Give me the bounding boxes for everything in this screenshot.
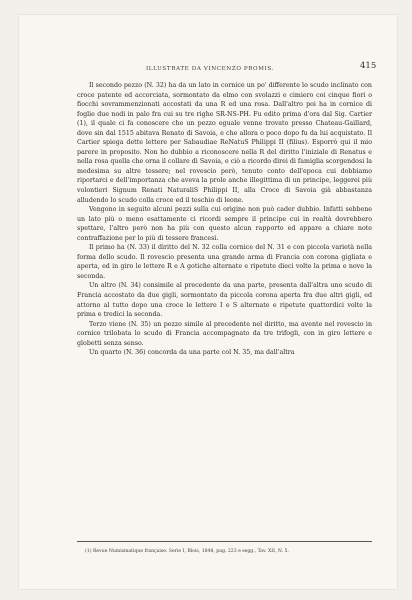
footnote-divider xyxy=(77,541,372,542)
body-text xyxy=(77,81,372,358)
footnote: (1) Revue Numismatique française. Serie I, Blois, 1848, pag. 223 e segg., Tav. XII, N. 5. xyxy=(85,549,289,554)
paragraph: Vengono in seguito alcuni pezzi sulla cui origine non può cader dubbio. Infatti sebbene un lato più o meno esattamente ci ricordi sempre il principe cui in realtà dovrebbero spettare, l'altro però non ha più con questo alcun rapporto ed appare a chiare note contraffazione per lo più di tessere francesi. xyxy=(77,206,372,242)
paragraph: Un altro (N. 34) consimile al precedente da una parte, presenta dall'altra uno scudo di Francia accostato da due gigli, sormontato da piccola corona aperta fra due altri gigli, ed attorno al tutto dopo una croce le lettere I e S alternate e ripetute quattordici volte la prima e tredici la seconda. xyxy=(77,282,372,319)
page-number: 415 xyxy=(360,61,377,71)
running-head: ILLUSTRATE DA VINCENZO PROMIS. xyxy=(145,66,274,72)
paragraph: Un quarto (N. 36) concorda da una parte col N. 35, ma dall'altra xyxy=(89,349,295,357)
paragraph: Terzo viene (N. 35) un pezzo simile al precedente nel diritto, ma avente nel rovescio in cornice trilobata lo scudo di Francia accompagnato da tre trifogli, con in giro lettere e globetti senza senso. xyxy=(77,320,372,347)
paragraph: Il primo ha (N. 33) il diritto del N. 32 colla cornice del N. 31 e con piccola varietà nella forma dello scudo. Il rovescio presenta una grande arma di Francia con corona gigliata e aperta, ed in giro le lettere R e A gotiche alternate e ripetute dieci volte la prima e nove la seconda. xyxy=(77,244,372,280)
paragraph: Il secondo pezzo (N. 32) ha da un lato in cornice un po' differente lo scudo inclinato con croce patente ed accorciata, sormontato da elmo con svolazzi e cimiero coi cinque fiori o fiocchi sovrammenzionati accostati da una R ed una rosa. Dall'altro poi ha in cornice di foglie due nodi in palo fra cui su tre righe SR-NS-PH. Fu edito prima d'ora dal Sig. Cartier (1), il quale ci fa conoscere che un pezzo eguale venne trovato presso Chateau-Gaillard, dove sin dal 1515 abitava Renato di Savoia, e che allora o poco dopo fu da lui acquistato. Il Cartier spiega dette lettere per Sabaudiae ReNatuS Philippi II (filius). Esporrò qui il mio parere in proposito. Non ho dubbio a riconoscere nella R del diritto l'iniziale di Renatus e nella rosa quella che orna il collare di Savoia, e ciò a ricordo direi di famiglia scorgendosi la medesima su altre tessere; nel rovescio però, tenuto conto dell'epoca cui dobbiamo riportarci e dell'importanza che aveva la prole anche illegittima di un principe, leggerei più volontieri Signum Renati NaturaliS Philippi II, alla Croce di Savoia già abbastanza alludendo lo scudo colla croce ed il teschio di leone. xyxy=(77,82,372,204)
